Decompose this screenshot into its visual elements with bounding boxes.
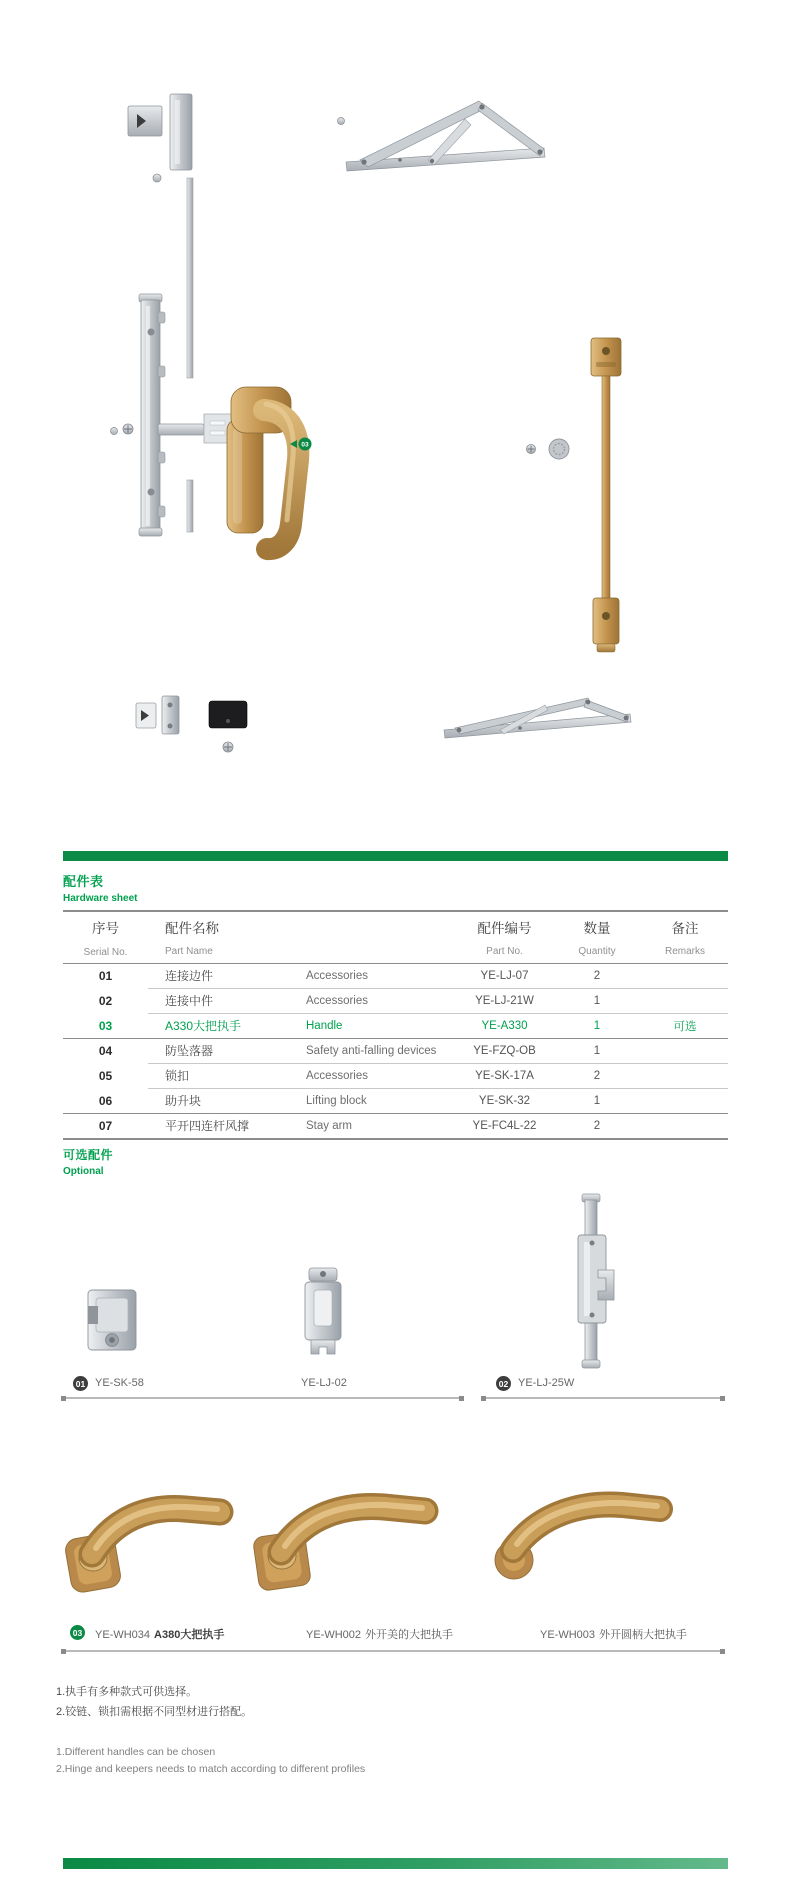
hardware-table [63,0,728,1900]
optional-title-en: Optional [63,1166,104,1177]
badge-02: 02 [496,1376,511,1391]
table-row-03-highlighted: 03 A330大把执手 Handle YE-A330 1 可选 [98,1018,697,1033]
note-cn-1: 1.执手有多种款式可供选择。 [56,1686,198,1698]
handle-label-wh002: YE-WH002 外开美的大把执手 [306,1629,454,1641]
table-subheader-row: Serial No. Part Name Part No. Quantity Remarks [83,945,705,958]
handle-label-wh003: YE-WH003 外开圆柄大把执手 [540,1629,688,1641]
optional-part-label-sk58: YE-SK-58 [95,1377,144,1389]
section-divider-bar-bottom [63,1858,728,1869]
optional-part-label-lj25w: YE-LJ-25W [518,1377,575,1389]
hardware-sheet-title-cn: 配件表 [63,874,104,889]
dimension-line-full [63,1650,723,1652]
table-border-bottom [63,1138,728,1140]
table-header-row [63,914,728,939]
marker-03-text: 03 [301,441,309,449]
table-row-04: 04 防坠落器 Safety anti-falling devices YE-FZQ-OB 1 [98,1043,601,1058]
col-header-serial: 序号 [92,920,119,936]
col-header-name: 配件名称 [165,920,219,936]
col-header-qty: 数量 [583,920,611,936]
note-cn-2: 2.铰链、锁扣需根据不同型材进行搭配。 [56,1706,253,1718]
table-row-06: 06 助升块 Lifting block YE-SK-32 1 [98,1093,601,1108]
dimension-line-right [483,1397,723,1399]
table-border-top [63,910,728,912]
badge-03: 03 [70,1625,85,1640]
table-row-01: 01 连接边件 Accessories YE-LJ-07 2 [98,968,601,983]
col-header-partno: 配件编号 [477,920,532,936]
badge-01: 01 [73,1376,88,1391]
col-header-remarks: 备注 [671,920,699,936]
table-row-05: 05 锁扣 Accessories YE-SK-17A 2 [98,1068,601,1083]
notes-english [56,1744,365,1778]
note-en-2: 2.Hinge and keepers needs to match according to different profiles [56,1763,366,1775]
hardware-sheet-title-en: Hardware sheet [63,893,138,904]
optional-part-label-lj02: YE-LJ-02 [301,1377,347,1389]
table-row-07: 07 平开四连杆风撑 Stay arm YE-FC4L-22 2 [98,1118,601,1133]
optional-title-cn: 可选配件 [63,1148,114,1162]
optional-section-title [63,1146,113,1177]
handle-label-wh034: YE-WH034 A380大把执手 [95,1629,225,1641]
table-row-02: 02 连接中件 Accessories YE-LJ-21W 1 [98,993,601,1008]
dimension-line-left [63,1397,462,1399]
note-en-1: 1.Different handles can be chosen [56,1746,216,1758]
notes-chinese [56,1682,252,1722]
